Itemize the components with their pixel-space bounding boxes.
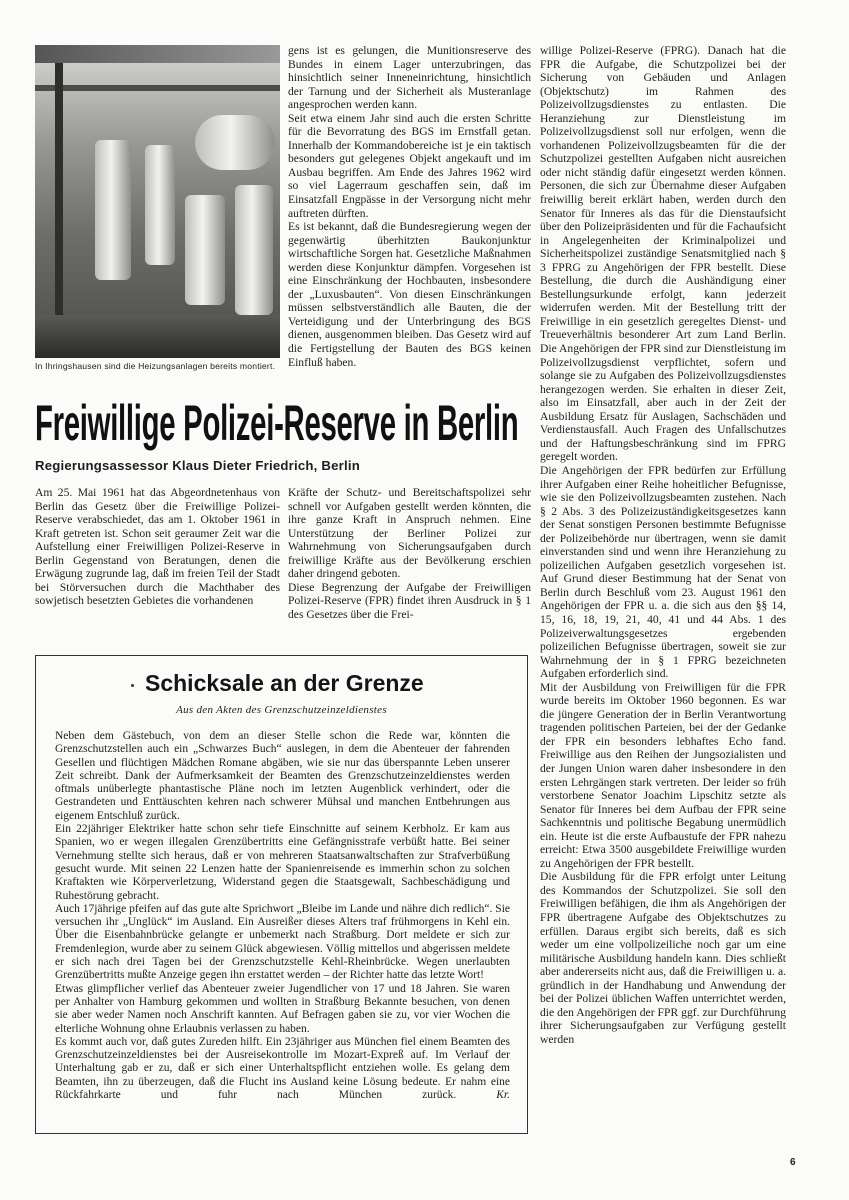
paragraph: Auch 17jährige pfeifen auf das gute alte Sprichwort „Bleibe im Lande und nähre dich redlich“. Sie versuchen ihr „Unglück“ im Ausland. Ein Ausreißer dieses Alters traf frühmorgens in Kehl ein. Über die Eisenbahnbrücke gelangte er unbemerkt nach Straßburg. Dort meldete er sich zur Fremdenlegion, wurde aber zu seinem Glück abgewiesen. Völlig mittellos und abgerissen meldete er sich nach drei Tagen bei der Grenzschutzstelle Kehl-Rheinbrücke. Wegen unerlaubten Grenzübertritts mußte Anzeige gegen ihn erstattet werden – der Richter hatte das letzte Wort!: [55, 902, 510, 982]
paragraph-text: Es kommt auch vor, daß gutes Zureden hilft. Ein 23jähriger aus München fiel einem Beamten des Grenzschutzeinzeldienstes bei der Ausreisekontrolle im Mozart-Expreß auf. Im Verlauf der Unterhaltung gab er zu, daß er sich einer Unterhaltspflicht entziehen wolle. Es gelang dem Beamten, ihn zu überzeugen, daß die Flucht ins Ausland keine Lösung bedeute. Er nahm eine Rückfahrkarte und fuhr nach München zurück.: [55, 1035, 510, 1102]
boiler: [145, 145, 175, 265]
paragraph: Ein 22jähriger Elektriker hatte schon sehr tiefe Einschnitte auf seinem Kerbholz. Er kam aus Spanien, wo er wegen illegalen Grenzübertritts eine Gefängnisstrafe verbüßt hatte. Bei seiner Vernehmung stellte sich heraus, daß er von mehreren Staatsanwaltschaften zur Strafverbüßung gesucht wurde. Mit seinen 22 Lenzen hatte der Spanienreisende es immerhin schon zu solchen Kraftakten wie Körperverletzung, Widerstand gegen die Staatsgewalt, Sachbeschädigung und Ruhestörung gebracht.: [55, 823, 510, 902]
boiler: [185, 195, 225, 305]
author-signature: Kr.: [496, 1089, 510, 1102]
paragraph: Kräfte der Schutz- und Bereitschaftspolizei sehr schnell vor Aufgaben gestellt werden könnten, die ihre ganze Kraft in Anspruch nehmen. Eine Unterstützung der Berliner Polizei zur Wahrnehmung von Sicherungsaufgaben durch freiwillige Kräfte aus der Bevölkerung erschien daher dringend geboten.: [288, 486, 531, 581]
paragraph: Etwas glimpflicher verlief das Abenteuer zweier Jugendlicher von 17 und 18 Jahren. Sie waren per Anhalter von Hamburg gekommen und wollten in Straßburg Bekannte besuchen, von denen sie aber weder Namen noch Anschrift kannten. Auf Befragen gaben sie zu, vor vier Wochen die elterliche Wohnung ohne Erlaubnis verlassen zu haben.: [55, 982, 510, 1035]
article-title-text: Freiwillige Polizei-Reserve in Berlin: [35, 395, 519, 451]
photo-caption: In Ihringshausen sind die Heizungsanlagen bereits montiert.: [35, 361, 276, 371]
paragraph: [55, 1036, 510, 1102]
paragraph: willige Polizei-Reserve (FPRG). Danach hat die FPR die Aufgabe, die Schutzpolizei bei der Sicherung von Gebäuden und Anlagen (Objektschutz) im Rahmen des Polizeivollzugsdienstes zu entlasten. Die Heranziehung zur Dienstleistung im Polizeivollzugsdienst soll nur erfolgen, wenn die vorhandenen Polizeivollzugsbeamten für die der Schutzpolizei gestellten Aufgaben nicht ausreichen oder nicht ständig dafür eingesetzt werden können. Personen, die sich zur Übernahme dieser Aufgaben freiwillig bereit erklärt haben, werden durch den Senator für Inneres als das für die Dienstaufsicht über den Polizeipräsidenten und für die Fachaufsicht in Angelegenheiten der Kriminalpolizei und Sicherheitspolizei zuständige Senatsmitglied nach § 3 FPRG zu Angehörigen der FPR bestellt. Diese Bestellung, die durch die Aushändigung einer Bestellungsurkunde erfolgt, kann jederzeit widerrufen werden. Mit der Bestellung tritt der Freiwillige in ein gesetzlich geregeltes Dienst- und Treueverhältnis besonderer Art zum Land Berlin. Die Angehörigen der FPR sind zur Dienstleistung im Polizeivollzugsdienst verpflichtet, sofern und solange sie zu Aufgaben des Polizeivollzugsdienstes herangezogen werden. Sie erhalten in dieser Zeit, also im Einsatzfall, aber auch in der Zeit der Ausbildung Ersatz für Auslagen, Sachschäden und Verdienstausfall. Auch Fragen des Unfallschutzes und der Haftungsbeschränkung sind im FPRG geregelt worden.: [540, 44, 786, 464]
paragraph: Seit etwa einem Jahr sind auch die ersten Schritte für die Bevorratung des BGS im Ernstfall getan. Innerhalb der Kommandobereiche ist je ein taktisch besonders gut gelegenes Objekt angekauft und im Ausbau begriffen. Am Ende des Jahres 1962 wird so viel Lagerraum geschaffen sein, daß im Einsatzfall Engpässe in der Versorgung nicht mehr auftreten dürften.: [288, 111, 531, 220]
paragraph: Die Angehörigen der FPR bedürfen zur Erfüllung ihrer Aufgaben einer Reihe hoheitlicher Befugnisse, wie sie den Polizeivollzugsbeamten zustehen. Nach § 2 Abs. 3 des Polizeizuständigkeitsgesetzes kann der Senat sonstigen Personen bestimmte Befugnisse der Polizeibehörde nur übertragen, wenn sie damit einverstanden sind und wenn ihre Heranziehung zu polizeilichen Aufgaben gesetzlich vorgesehen ist. Auf Grund dieser Bestimmung hat der Senat von Berlin durch Beschluß vom 23. August 1961 den Angehörigen der FPR u. a. die sich aus den §§ 14, 15, 16, 18, 19, 21, 40, 41 und 44 Abs. 1 des Polizeiverwaltungsgesetzes ergebenden polizeilichen Befugnisse übertragen, soweit sie zur Wahrnehmung der in § 1 FPRG bezeichneten Aufgaben erforderlich sind.: [540, 463, 786, 681]
paragraph: Die Ausbildung für die FPR erfolgt unter Leitung des Kommandos der Schutzpolizei. Sie soll den Freiwilligen befähigen, die ihm als Angehörigen der FPR übertragene Aufgabe des Objektschutzes zu erfüllen. Daraus ergibt sich bereits, daß es sich weder um eine vollpolizeiliche noch gar um eine militärische Ausbildung handeln kann. Dies schließt aber andererseits nicht aus, daß die Freiwilligen u. a. gründlich in der Handhabung und Anwendung der bei der Polizei üblichen Waffen unterrichtet werden, die den Angehörigen der FPR ggf. zur Durchführung ihrer Sicherungsaufgaben zur Verfügung gestellt werden: [540, 870, 786, 1046]
ceiling-beam: [35, 45, 280, 63]
boiler: [235, 185, 273, 315]
article-title: [35, 392, 530, 454]
paragraph: Diese Begrenzung der Aufgabe der Freiwilligen Polizei-Reserve (FPR) findet ihren Ausdruck in § 1 des Gesetzes über die Frei-: [288, 580, 531, 621]
column: [55, 63, 63, 358]
ceiling-beam: [35, 85, 280, 91]
heating-plant-photo: [35, 45, 280, 358]
paragraph: Am 25. Mai 1961 hat das Abgeordnetenhaus von Berlin das Gesetz über die Freiwillige Polizei-Reserve verabschiedet, das am 1. Oktober 1961 in Kraft getreten ist. Schon seit geraumer Zeit war die Aufstellung einer Freiwilligen Polizei-Reserve in Berlin Gegenstand von Beratungen, denen die Erwägung zugrunde lag, daß im freien Teil der Stadt bei Störversuchen durch die Machthaber des sowjetisch besetzten Gebietes die vorhandenen: [35, 486, 280, 608]
article-column-2: [288, 486, 531, 621]
tank: [195, 115, 275, 170]
floor: [35, 315, 280, 358]
bullet-dot: [131, 684, 134, 687]
sidebar-story-subtitle: Aus den Akten des Grenzschutzeinzeldienstes: [176, 704, 387, 716]
sidebar-story-title: Schicksale an der Grenze: [145, 670, 424, 696]
sidebar-story-body: [55, 730, 510, 1102]
article-column-3: [540, 44, 786, 1046]
paragraph: gens ist es gelungen, die Munitionsreserve des Bundes in einem Lager unterzubringen, das hinsichtlich seiner Inneneinrichtung, hinsichtlich der Tarnung und der Sicherheit als Musteranlage angesprochen werden kann.: [288, 44, 531, 112]
paragraph: Es ist bekannt, daß die Bundesregierung wegen der gegenwärtig überhitzten Baukonjunktur wirtschaftliche Sorgen hat. Gesetzliche Maßnahmen werden diese Konjunktur dämpfen. Vorgesehen ist eine Einschränkung der Hochbauten, insbesondere der „Luxusbauten“. Von diesen Einschränkungen müssen selbstverständlich alle Bauten, die der Verteidigung und der Unterbringung des BGS dienen, ausgenommen bleiben. Das Gesetz wird auf die Fertigstellung der Bauten des BGS keinen Einfluß haben.: [288, 220, 531, 369]
article-column-1: [35, 486, 280, 608]
continued-article-column: [288, 44, 531, 369]
paragraph: Neben dem Gästebuch, von dem an dieser Stelle schon die Rede war, könnten die Grenzschutzstellen auch ein „Schwarzes Buch“ auslegen, in dem die Abenteuer der fahrenden Gesellen und flüchtigen Mädchen Romane abgäben, wie sie nur das überspannte Leben unserer Zeit schreibt. Dank der Aufmerksamkeit der Beamten des Grenzschutzeinzeldienstes werden oftmals unüberlegte phantastische Pläne noch im letzten Augenblick verhindert, oder die Gestrandeten und Enttäuschten kehren nach schwerer Mühsal und manchen Entbehrungen aus eigenem Entschluß zurück.: [55, 730, 510, 822]
page-number: 6: [790, 1157, 796, 1168]
article-byline: Regierungsassessor Klaus Dieter Friedrich, Berlin: [35, 458, 360, 473]
paragraph: Mit der Ausbildung von Freiwilligen für die FPR wurde bereits im Oktober 1960 begonnen. Es war die jüngere Generation der in Berlin Verantwortung tragenden politischen Parteien, bei der der Gedanke der FPR ein besonders lebhaftes Echo fand. Freiwillige aus den Reihen der Jungsozialisten und der Jungen Union waren daher insbesondere in den ersten Lehrgängen stark vertreten. Der leider so früh verstorbene Senator Joachim Lipschitz setzte als Senator für Inneres bei dem Aufbau der FPR seine Sachkenntnis und politische Begabung unermüdlich ein. Heute ist die erste Aufbaustufe der FPR nahezu erreicht: Etwa 3500 ausgebildete Freiwillige wurden zu Angehörigen der FPR bestellt.: [540, 680, 786, 870]
boiler: [95, 140, 131, 280]
